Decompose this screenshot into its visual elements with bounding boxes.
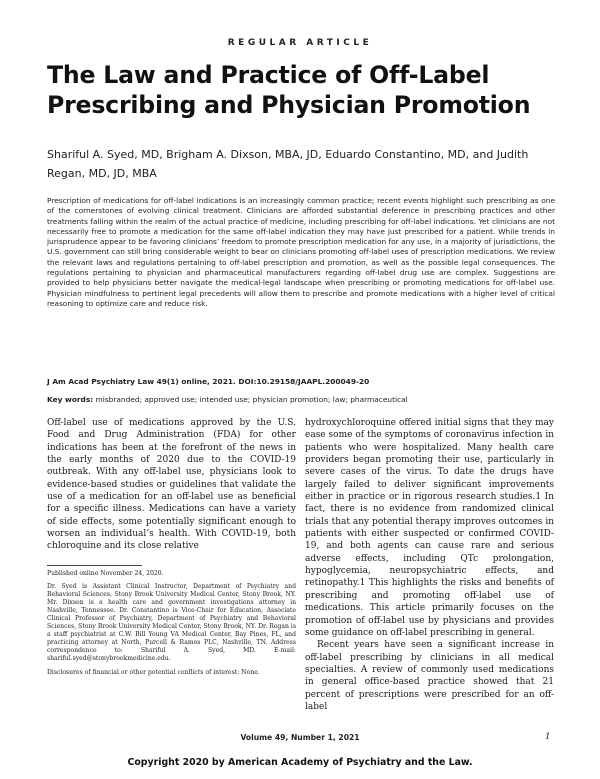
disclosures: Disclosures of financial or other potential conflicts of interest: None.: [47, 668, 260, 676]
footnote-divider: [47, 565, 142, 566]
keywords-label: Key words:: [47, 395, 94, 404]
body-paragraph: hydroxychloroquine offered initial signs that they may ease some of the symptoms of coronavirus infection in patients who were hospitalized. Many health care providers began promoting their use, particularly in severe cases of the virus. To date the drugs have largely failed to deliver significant improvements either in practice or in rigorous research studies.1 In fact, there is no evidence from randomized clinical trials that any potential therapy improves outcomes in patients with either suspected or confirmed COVID-19, and both agents can cause rare and serious adverse effects, including QTc prolongation, hypoglycemia, neuropsychiatric effects, and retinopathy.1 This highlights the risks and benefits of prescribing and promoting off-label use of medications. This article primarily focuses on the promotion of off-label use by physicians and provides some guidance on off-label prescribing in general.: [305, 418, 554, 638]
citation: J Am Acad Psychiatry Law 49(1) online, 2021. DOI:10.29158/JAAPL.200049-20: [47, 377, 370, 386]
published-date: Published online November 24, 2020.: [47, 570, 164, 577]
page-number: 1: [545, 732, 551, 742]
section-label: REGULAR ARTICLE: [227, 38, 373, 48]
body-column-right: [305, 417, 554, 713]
copyright-notice: Copyright 2020 by American Academy of Psychiatry and the Law.: [127, 757, 473, 768]
body-paragraph: Off-label use of medications approved by the U.S. Food and Drug Administration (FDA) for other indications has been at the forefront of the news in the early months of 2020 due to the COVID-19 outbreak. With any off-label use, physicians look to evidence-based studies or guidelines that validate the use of a medication for an off-label use as beneficial for a specific illness. Medications can have a variety of side effects, some potentially significant enough to worsen an individual’s health. With COVID-19, both chloroquine and its close relative: [47, 418, 296, 552]
keywords-text: misbranded; approved use; intended use; physician promotion; law; pharmaceutical: [93, 395, 408, 404]
body-paragraph: Recent years have seen a significant increase in off-label prescribing by clinicians in all medical specialties. A review of commonly used medications in general office-based practice showed that 21 percent of prescriptions were prescribed for an off-label: [305, 640, 554, 712]
author-list: Shariful A. Syed, MD, Brigham A. Dixson, MBA, JD, Eduardo Constantino, MD, and Judith Regan, MD, JD, MBA: [47, 148, 529, 180]
body-column-left: [47, 417, 296, 553]
author-affiliations: Dr. Syed is Assistant Clinical Instructor, Department of Psychiatry and Behavioral Sciences, Stony Brook University Medical Center, Stony Brook, NY. Mr. Dixson is a health care and government investigations attorney in Nashville, Tennessee. Dr. Constantino is Vice-Chair for Education, Associate Clinical Professor of Psychiatry, Department of Psychiatry and Behavioral Sciences, Stony Brook University Medical Center, Stony Brook, NY. Dr. Regan is a staff psychiatrist at C.W. Bill Young VA Medical Center, Bay Pines, FL, and practicing attorney at North, Purcell & Ramos PLC, Nashville, TN. Address correspondence to: Shariful A. Syed, MD. E-mail: shariful.syed@stonybrookmedicine.edu.: [47, 583, 296, 663]
keywords: [47, 395, 555, 404]
abstract: Prescription of medications for off-label indications is an increasingly common practice; recent events highlight such prescribing as one of the cornerstones of evolving clinical treatment. Clinicians are afforded substantial deference in prescribing practices and other treatments falling within the realm of the actual practice of medicine, including prescribing for off-label indications. Yet clinicians are not necessarily free to promote a medication for the same off-label indication they may have just prescribed for a patient. While trends in jurisprudence appear to be favoring clinicians’ freedom to promote prescription medication for any use, in a majority of jurisdictions, the U.S. government can still bring considerable weight to bear on clinicians promoting off-label uses of prescription medications. We review the relevant laws and regulations pertaining to off-label prescription and promotion, as well as the possible legal consequences. The regulations pertaining to physician and pharmaceutical manufacturers regarding off-label drug use are complex. Suggestions are provided to help physicians better navigate the medical-legal landscape when prescribing or promoting medications for off-label use. Physician mindfulness to pertinent legal precedents will allow them to prescribe and promote medications with a higher level of critical reasoning to optimize care and reduce risk.: [47, 196, 555, 308]
article-title: The Law and Practice of Off-Label Prescribing and Physician Promotion: [47, 61, 531, 119]
volume-info: Volume 49, Number 1, 2021: [240, 733, 360, 742]
footnotes: [47, 570, 296, 682]
